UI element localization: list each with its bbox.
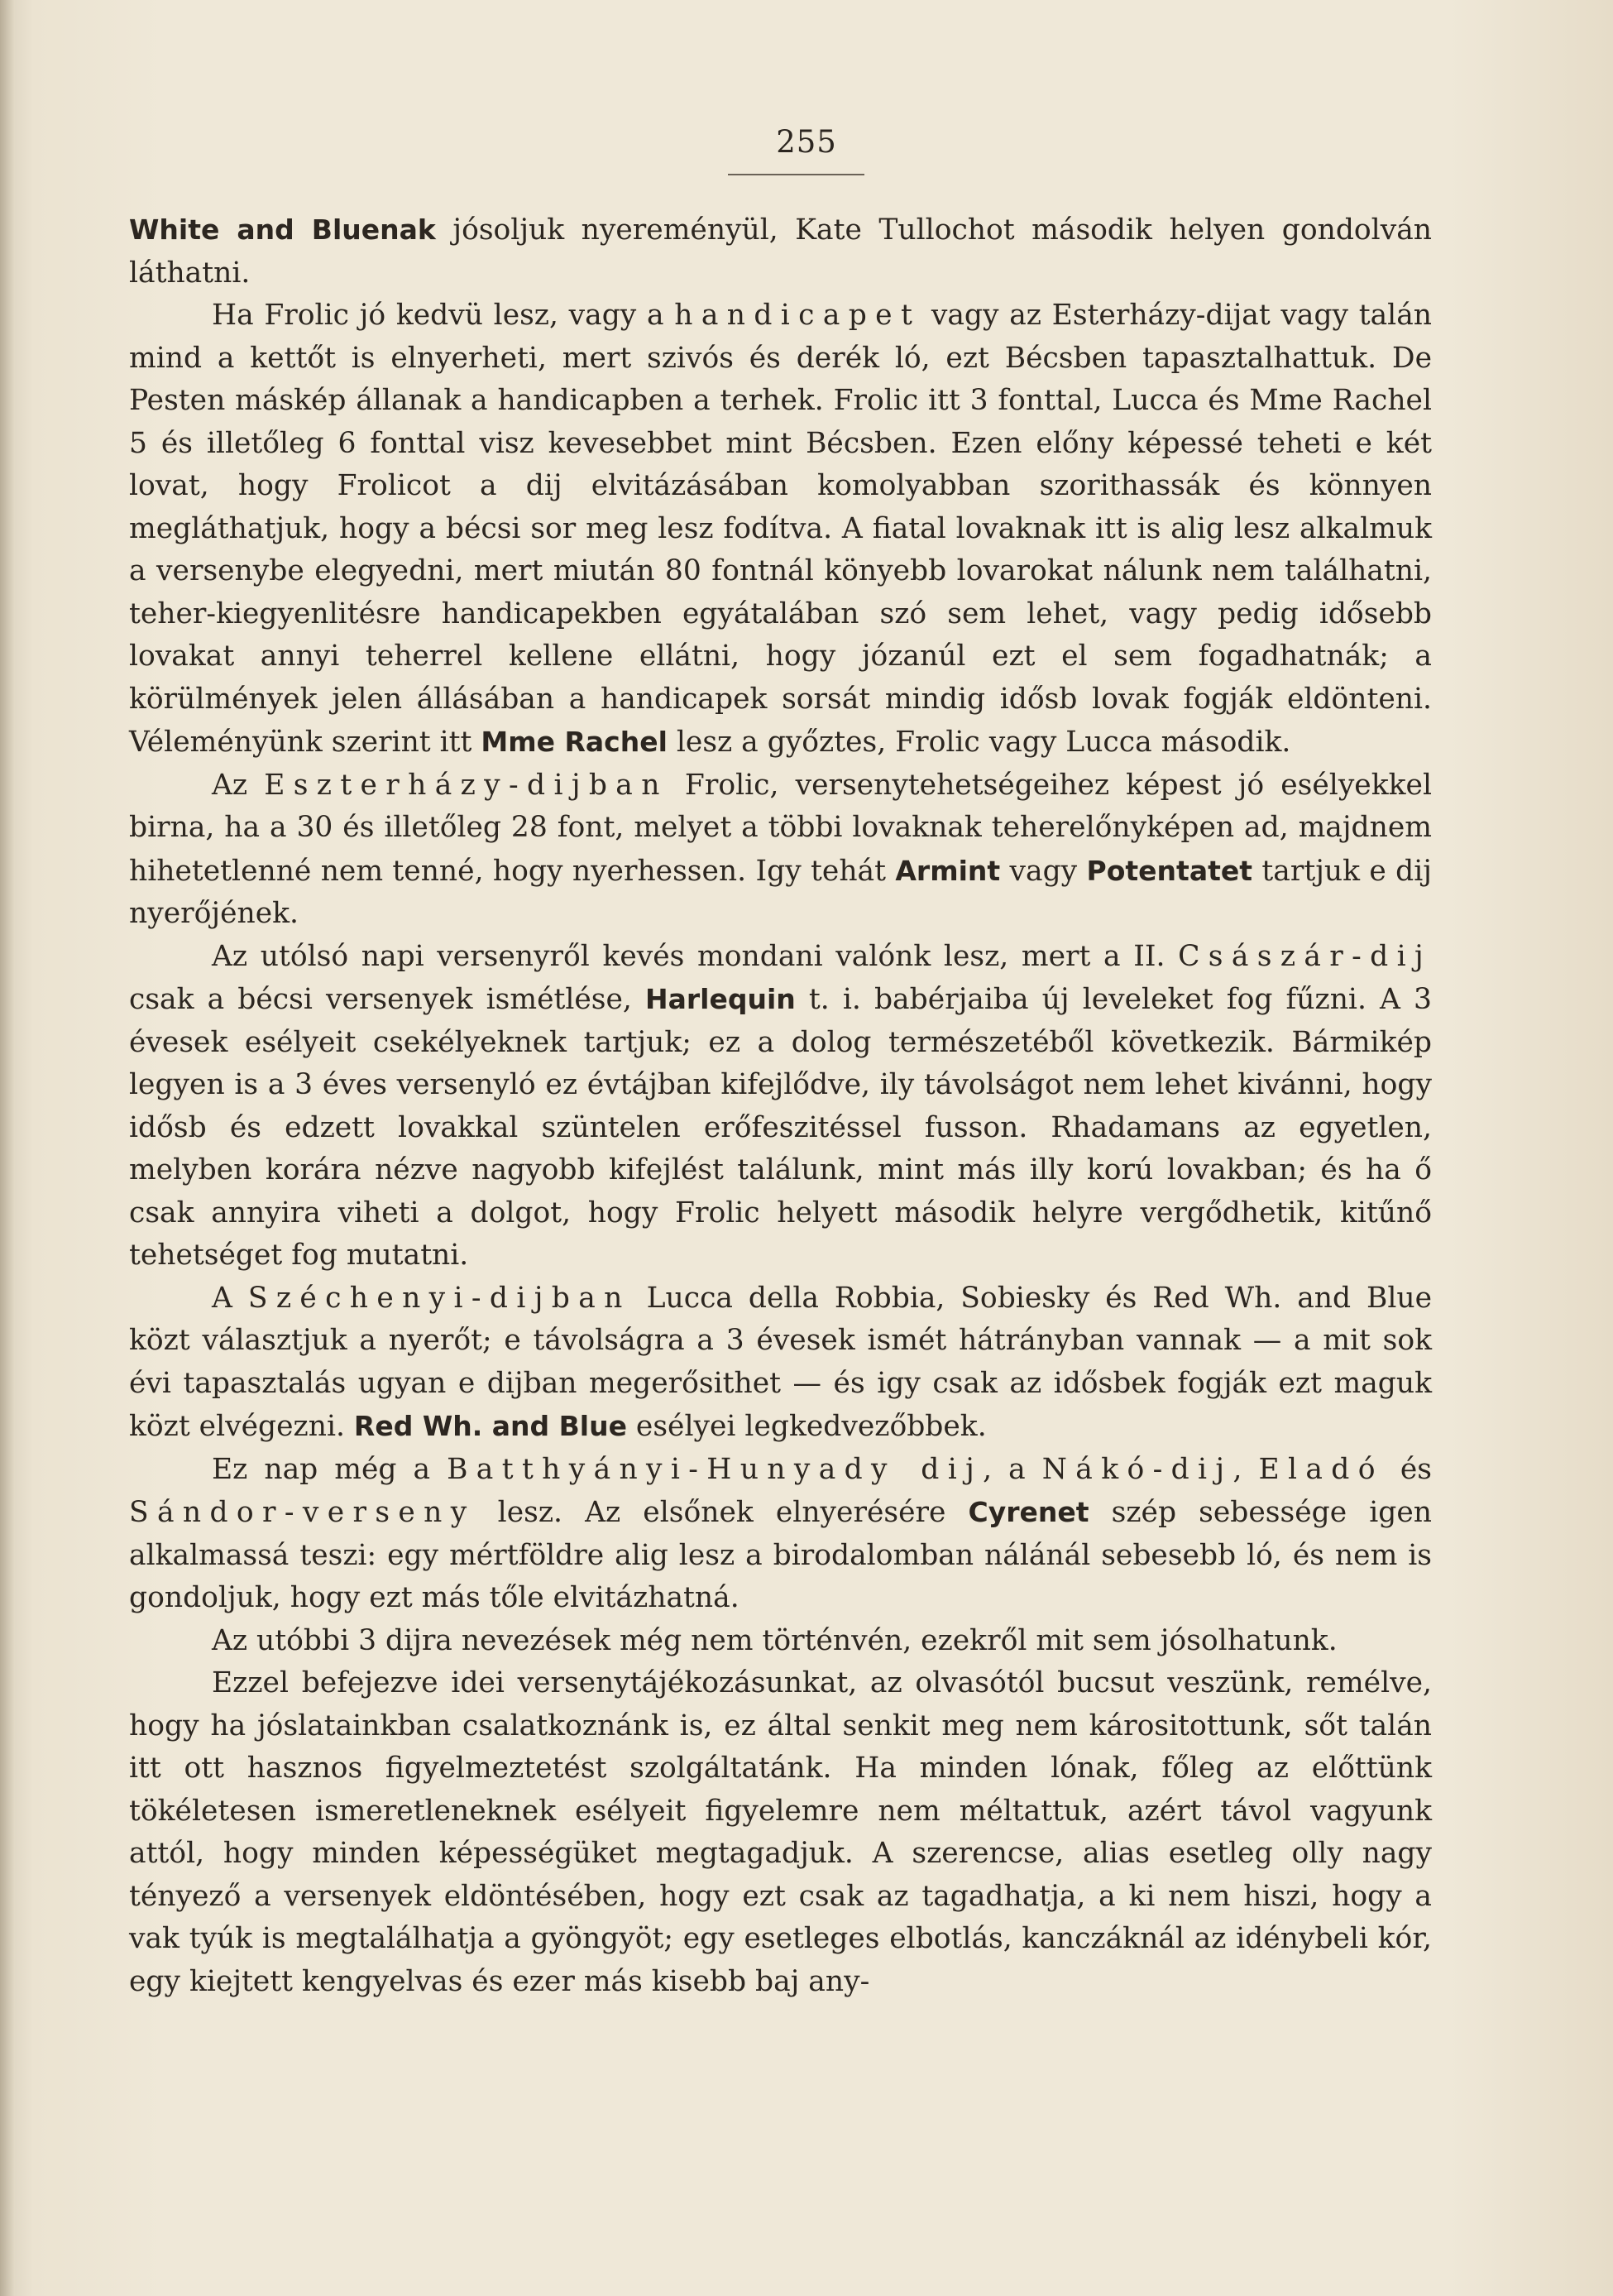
text-run: vagy az Esterházy-dijat vagy talán mind a kettőt is elnyerheti, mert szivós és derék ló, ezt Bécsben tapasztalhattuk. De Pesten máskép állanak a handicapben a terhek. Frolic itt 3 fonttal, Lucca és Mme Rachel 5 és illetőleg 6 fonttal visz kevesebbet mint Bécsben. Ezen előny képessé teheti e két lovat, hogy Frolicot a dij elvitázásában komolyabban szorithassák és könnyen megláthatjuk, hogy a bécsi sor meg lesz fodítva. A fiatal lovaknak itt is alig lesz alkalmuk a versenybe elegyedni, mert miután 80 fontnál könyebb lovarokat nálunk nem találhatni, teher-kiegyenlitésre handicapekben egyátalában szó sem lehet, vagy pedig idősebb lovakat annyi teherrel kellene ellátni, hogy józanúl ezt el sem fogadhatnák; a körülmények jelen állásában a handicapek sorsát mindig idősb lovak fogják eldönteni. Véleményünk szerint itt (129, 299, 1432, 759)
spaced-term: handicapet (674, 299, 921, 332)
text-run: Lucca della Robbia, Sobiesky és Red Wh. and Blue közt választjuk a nyerőt; e távolságra a 3 évesek ismét hátrányban vannak — a mit sok évi tapasztalás ugyan e dijban megerősithet — és igy csak az idősbek fogják ezt maguk közt elvégezni. (129, 1281, 1432, 1443)
spaced-term: Batthyányi-Hunyady dij (447, 1452, 984, 1486)
text-run: vagy (1000, 854, 1087, 888)
text-run: A (212, 1281, 248, 1315)
page-number-rule (728, 174, 864, 175)
text-run: szép sebessége igen alkalmassá teszi: egy mértföldre alig lesz a birodalomban nálánál sebesebb ló, és nem is gondoljuk, hogy ezt más tőle elvitázhatná. (129, 1496, 1432, 1614)
spaced-term: Eladó (1258, 1452, 1384, 1486)
text-run: Frolic, versenytehetségeihez képest jó esélyekkel birna, ha a 30 és illetőleg 28 font, melyet a többi lovaknak teherelőnyképen ad, majdnem hihetetlenné nem tenné, hogy nyerhessen. Igy tehát (129, 768, 1432, 888)
body-text (129, 209, 1432, 2003)
text-run: t. i. babérjaiba új leveleket fog fűzni. A 3 évesek esélyeit csekélyeknek tartjuk; ez a dolog természetéből következik. Bármikép legyen is a 3 éves versenyló ez évtájban kifejlődve, ily távolságot nem lehet kivánni, hogy idősb és edzett lovakkal szüntelen erőfeszitéssel fusson. Rhadamans az egyetlen, melyben korára nézve nagyobb kifejlést találunk, mint más illy korú lovakban; és ha ő csak annyira viheti a dolgot, hogy Frolic helyett második helyre vergődhetik, kitűnő tehetséget fog mutatni. (129, 983, 1432, 1272)
text-run: , (1232, 1452, 1259, 1486)
bold-name: Mme Rachel (481, 726, 668, 758)
text-run: Az (212, 768, 265, 802)
text-run: és (1383, 1452, 1433, 1486)
bold-name: White and Bluenak (129, 213, 436, 246)
spaced-term: Sándor-verseny (129, 1496, 476, 1529)
spaced-term: Széchenyi-dijban (247, 1281, 631, 1315)
paragraph-5 (129, 1277, 1432, 1449)
paragraph-4 (129, 936, 1432, 1277)
text-run: Ha Frolic jó kedvü lesz, vagy a (212, 299, 675, 332)
text-run: , a (983, 1452, 1042, 1486)
text-run: lesz. Az elsőnek elnyerésére (475, 1496, 969, 1529)
paragraph-3 (129, 765, 1432, 936)
text-run: jósoljuk nyereményül, Kate Tullochot második helyen gondolván láthatni. (129, 213, 1432, 290)
text-run: lesz a győztes, Frolic vagy Lucca második. (667, 726, 1291, 759)
paragraph-2 (129, 295, 1432, 765)
text-run: esélyei legkedvezőbbek. (626, 1410, 987, 1443)
text-run: Az utóbbi 3 dijra nevezések még nem történvén, ezekről mit sem jósolhatunk. (212, 1623, 1338, 1657)
paragraph-8 (129, 1662, 1432, 2003)
paragraph-6 (129, 1449, 1432, 1620)
spaced-term: Nákó-dij (1041, 1452, 1233, 1486)
page-number: 255 (776, 124, 837, 160)
spaced-term: Császár-dij (1178, 939, 1432, 973)
text-run: Az utólsó napi versenyről kevés mondani valónk lesz, mert a II. (212, 939, 1179, 973)
text-run: Ez nap még a (212, 1452, 448, 1486)
text-run: Ezzel befejezve idei versenytájékozásunkat, az olvasótól bucsut veszünk, remélve, hogy ha jóslatainkban csalatkoznánk is, ez által senkit meg nem kárositottunk, sőt talán itt ott hasznos figyelmeztetést szolgáltatánk. Ha minden lónak, főleg az előttünk tökéletesen ismeretleneknek esélyeit figyelemre nem méltattuk, azért távol vagyunk attól, hogy minden képességüket megtagadjuk. A szerencse, alias esetleg olly nagy tényező a versenyek eldöntésében, hogy ezt csak az tagadhatja, a ki nem hiszi, hogy a vak tyúk is megtalálhatja a gyöngyöt; egy esetleges elbotlás, kanczáknál az idénybeli kór, egy kiejtett kengyelvas és ezer más kisebb baj any- (129, 1666, 1432, 1998)
text-run: csak a bécsi versenyek ismétlése, (129, 983, 646, 1016)
spaced-term: Eszterházy-dijban (264, 768, 668, 802)
paragraph-7 (129, 1620, 1432, 1663)
paragraph-1 (129, 209, 1432, 295)
text-run: tartjuk e dij nyerőjének. (129, 854, 1432, 930)
bold-name: Armint (895, 854, 1001, 887)
book-gutter (0, 0, 15, 2296)
bold-name: Red Wh. and Blue (353, 1410, 627, 1442)
bold-name: Potentatet (1086, 854, 1253, 887)
bold-name: Harlequin (645, 983, 796, 1015)
bold-name: Cyrenet (968, 1496, 1089, 1528)
